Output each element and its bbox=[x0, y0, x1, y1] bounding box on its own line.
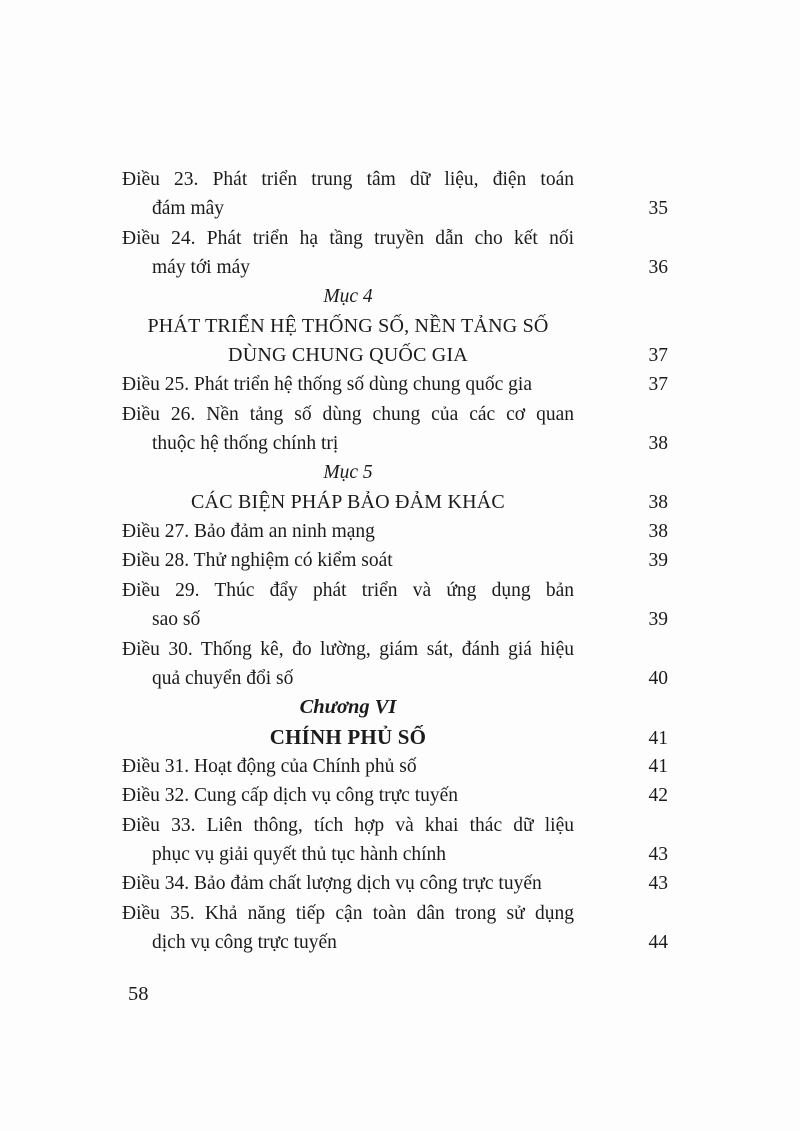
toc-line-text: PHÁT TRIỂN HỆ THỐNG SỐ, NỀN TẢNG SỐ bbox=[147, 314, 549, 337]
toc-line-text: CHÍNH PHỦ SỐ bbox=[269, 724, 427, 749]
toc-line-text: Điều 30. Thống kê, đo lường, giám sát, đánh giá hiệu bbox=[122, 638, 574, 660]
toc-line-text: thuộc hệ thống chính trị bbox=[152, 433, 339, 455]
toc-line-text: Điều 26. Nền tảng số dùng chung của các cơ quan bbox=[122, 403, 574, 425]
page-number: 38 bbox=[648, 491, 668, 513]
toc-entry-line bbox=[122, 400, 668, 429]
page-number: 40 bbox=[648, 667, 668, 689]
page-number: 39 bbox=[648, 609, 668, 631]
table-of-contents bbox=[122, 165, 668, 957]
toc-line-text: phục vụ giải quyết thủ tục hành chính bbox=[152, 843, 447, 865]
toc-line-text: DÙNG CHUNG QUỐC GIA bbox=[228, 344, 468, 367]
toc-line-text: sao số bbox=[152, 609, 201, 631]
toc-line-text: Điều 23. Phát triển trung tâm dữ liệu, điện toán bbox=[122, 169, 574, 190]
toc-entry-line bbox=[122, 605, 668, 634]
toc-entry-line bbox=[122, 899, 668, 928]
page-number: 44 bbox=[648, 931, 668, 953]
page-number: 38 bbox=[648, 521, 668, 543]
toc-line-text: máy tới máy bbox=[152, 257, 251, 279]
page-number: 43 bbox=[648, 873, 668, 895]
page-number: 42 bbox=[648, 785, 668, 807]
page-number: 43 bbox=[648, 843, 668, 865]
toc-line-text: Điều 27. Bảo đảm an ninh mạng bbox=[122, 521, 375, 543]
toc-entry-line bbox=[122, 429, 668, 458]
toc-line-text: Điều 25. Phát triển hệ thống số dùng chung quốc gia bbox=[122, 374, 532, 396]
toc-line-text: Điều 31. Hoạt động của Chính phủ số bbox=[122, 755, 417, 777]
toc-line-text: Điều 32. Cung cấp dịch vụ công trực tuyến bbox=[122, 785, 459, 807]
toc-entry-line bbox=[122, 664, 668, 693]
toc-entry-line bbox=[122, 370, 668, 399]
toc-entry-line bbox=[122, 224, 668, 253]
footer-page-number: 58 bbox=[128, 983, 149, 1005]
toc-entry-line bbox=[122, 253, 668, 282]
toc-line-text: Điều 29. Thúc đẩy phát triển và ứng dụng bản bbox=[122, 579, 574, 601]
toc-line-text: CÁC BIỆN PHÁP BẢO ĐẢM KHÁC bbox=[191, 490, 505, 513]
toc-entry-line bbox=[122, 811, 668, 840]
toc-line-text: Điều 35. Khả năng tiếp cận toàn dân trong sử dụng bbox=[122, 902, 574, 924]
toc-line-text: Điều 33. Liên thông, tích hợp và khai thác dữ liệu bbox=[122, 814, 574, 836]
toc-line-text: Chương VI bbox=[299, 696, 397, 719]
chapter-title bbox=[122, 723, 668, 752]
section-label bbox=[122, 458, 668, 487]
section-label bbox=[122, 282, 668, 311]
section-title bbox=[122, 341, 668, 370]
toc-line-text: đám mây bbox=[152, 198, 225, 220]
page-number: 41 bbox=[648, 727, 668, 749]
toc-entry-line bbox=[122, 576, 668, 605]
page-number: 35 bbox=[648, 198, 668, 220]
toc-entry-line bbox=[122, 165, 668, 194]
toc-entry-line bbox=[122, 194, 668, 223]
toc-line-text: Mục 5 bbox=[323, 462, 373, 484]
toc-line-text: Điều 28. Thử nghiệm có kiểm soát bbox=[122, 550, 393, 572]
page-number: 41 bbox=[648, 755, 668, 777]
toc-line-text: dịch vụ công trực tuyến bbox=[152, 931, 337, 953]
page-number: 36 bbox=[648, 257, 668, 279]
toc-entry-line bbox=[122, 840, 668, 869]
toc-entry-line bbox=[122, 781, 668, 810]
section-title bbox=[122, 312, 668, 341]
page-number: 37 bbox=[648, 345, 668, 367]
toc-entry-line bbox=[122, 635, 668, 664]
toc-line-text: Điều 24. Phát triển hạ tầng truyền dẫn cho kết nối bbox=[122, 227, 574, 249]
toc-entry-line bbox=[122, 546, 668, 575]
page-number: 37 bbox=[648, 374, 668, 396]
toc-entry-line bbox=[122, 928, 668, 957]
chapter-label bbox=[122, 693, 668, 722]
toc-entry-line bbox=[122, 869, 668, 898]
toc-line-text: Điều 34. Bảo đảm chất lượng dịch vụ công trực tuyến bbox=[122, 873, 542, 895]
toc-line-text: Mục 4 bbox=[323, 286, 373, 308]
page-number: 38 bbox=[648, 433, 668, 455]
page-number: 39 bbox=[648, 550, 668, 572]
toc-entry-line bbox=[122, 517, 668, 546]
section-title bbox=[122, 488, 668, 517]
toc-entry-line bbox=[122, 752, 668, 781]
toc-line-text: quả chuyển đổi số bbox=[152, 667, 294, 689]
